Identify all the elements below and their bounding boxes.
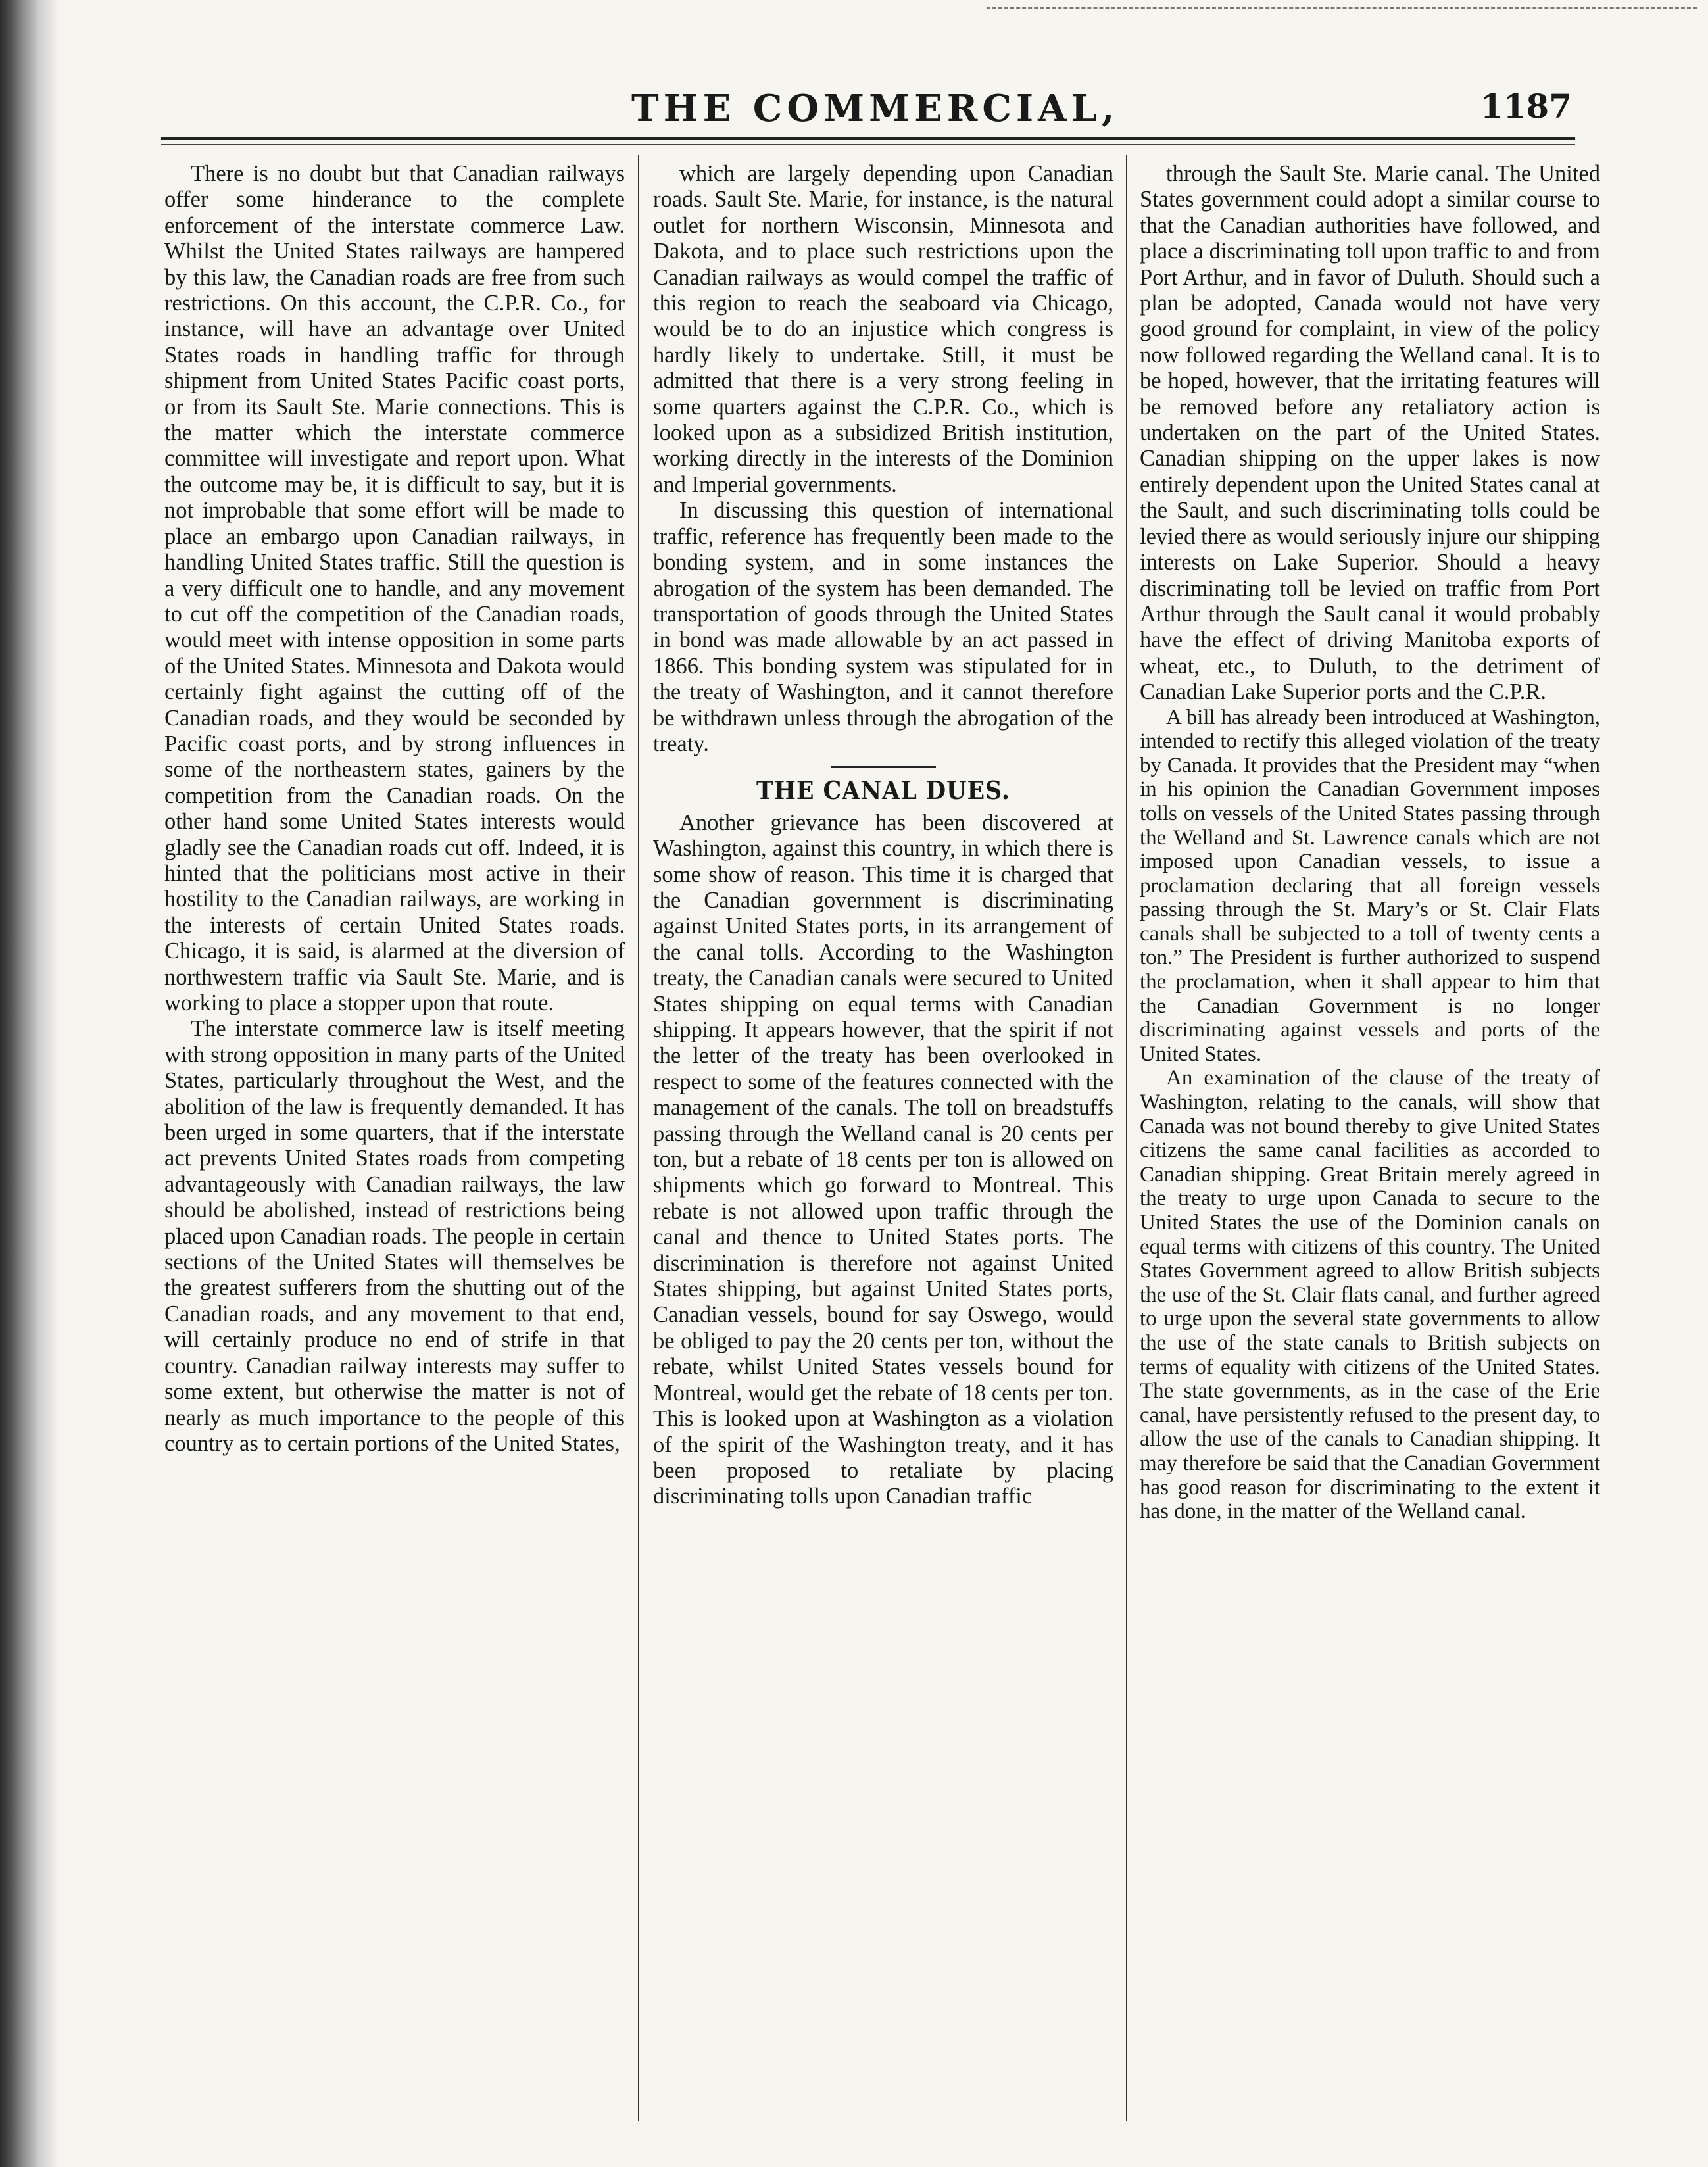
paragraph: The interstate commerce law is itself meeting with strong opposition in many parts of the United States, particularly throughout the West, and the abolition of the law is frequently demanded. It has been urged in some quarters, that if the interstate act prevents United States roads from competing advantageously with Canadian railways, the law should be abolished, instead of restrictions being placed upon Canadian roads. The people in certain sections of the United States will themselves be the greatest sufferers from the shutting out of the Canadian roads, and any movement to that end, will certainly produce no end of strife in that country. Canadian railway interests may suffer to some extent, but otherwise the matter is not of nearly as much importance to the people of this country as to certain portions of the United States, (164, 1016, 625, 1456)
column-2 (653, 161, 1113, 2141)
column-divider-1 (638, 155, 639, 2121)
compact-text-block (1140, 706, 1600, 1524)
paragraph: Another grievance has been discovered at Washington, against this country, in which there is some show of reason. This time it is charged that the Canadian government is discriminating against United States ports, in its arrangement of the canal tolls. According to the Washington treaty, the Canadian canals were secured to United States shipping on equal terms with Canadian shipping. It appears however, that the spirit if not the letter of the treaty has been overlooked in respect to some of the features connected with the management of the canals. The toll on breadstuffs passing through the Welland canal is 20 cents per ton, but a rebate of 18 cents per ton is allowed on shipments which go forward to Montreal. This rebate is not allowed upon traffic through the canal and thence to United States ports. The discrimination is therefore not against United States shipping, but against United States ports, Canadian vessels, bound for say Oswego, would be obliged to pay the 20 cents per ton, without the rebate, whilst United States vessels bound for Montreal, would get the rebate of 18 cents per ton. This is looked upon at Washington as a violation of the spirit of the Washington treaty, and it has been proposed to retaliate by placing discriminating tolls upon Canadian traffic (653, 810, 1113, 1509)
paragraph: through the Sault Ste. Marie canal. The United States government could adopt a similar course to that the Canadian authorities have followed, and place a discriminating toll upon traffic to and from Port Arthur, and in favor of Duluth. Should such a plan be adopted, Canada would not have very good ground for complaint, in view of the policy now followed regarding the Welland canal. It is to be hoped, however, that the irritating features will be removed before any retaliatory action is undertaken on the part of the United States. Canadian shipping on the upper lakes is now entirely dependent upon the United States canal at the Sault, and such discriminating tolls could be levied there as would seriously injure our shipping interests on Lake Superior. Should a heavy discriminating toll be levied on traffic from Port Arthur through the Sault canal it would probably have the effect of driving Manitoba exports of wheat, etc., to Duluth, to the detriment of Canadian Lake Superior ports and the C.P.R. (1140, 161, 1600, 705)
paragraph: A bill has already been introduced at Washington, intended to rectify this alleged violation of the treaty by Canada. It provides that the President may “when in his opinion the Canadian Government imposes tolls on vessels of the United States passing through the Welland and St. Lawrence canals which are not imposed upon Canadian vessels, to issue a proclamation declaring that all foreign vessels passing through the St. Mary’s or St. Clair Flats canals shall be subjected to a toll of twenty cents a ton.” The President is further authorized to suspend the proclamation, when it shall appear to him that the Canadian Government is no longer discriminating against vessels and ports of the United States. (1140, 705, 1600, 1066)
page-number: 1187 (1480, 87, 1572, 126)
page-binding-edge (0, 0, 59, 2167)
column-3 (1140, 161, 1600, 2141)
column-1 (164, 161, 625, 2141)
masthead-title: THE COMMERCIAL, (631, 87, 1119, 130)
section-heading-block (653, 766, 1113, 806)
paragraph: In discussing this question of international traffic, reference has frequently been made to the bonding system, and in some instances the abrogation of the system has been demanded. The transportation of goods through the United States in bond was made allowable by an act passed in 1866. This bonding system was stipulated for in the treaty of Washington, and it cannot therefore be withdrawn unless through the abrogation of the treaty. (653, 498, 1113, 756)
paragraph: There is no doubt but that Canadian railways offer some hinderance to the complete enforcement of the interstate commerce Law. Whilst the United States railways are hampered by this law, the Canadian roads are free from such restrictions. On this account, the C.P.R. Co., for instance, will have an advantage over United States roads in handling traffic for through shipment from United States Pacific coast ports, or from its Sault Ste. Marie connections. This is the matter which the interstate commerce committee will investigate and report upon. What the outcome may be, it is difficult to say, but it is not improbable that some effort will be made to place an embargo upon Canadian railways, in handling United States traffic. Still the question is a very difficult one to handle, and any movement to cut off the competition of the Canadian roads, would meet with intense opposition in some parts of the United States. Minnesota and Dakota would certainly fight against the cutting off of the Canadian roads, and they would be seconded by Pacific coast ports, and by strong influences in some of the northeastern states, gainers by the competition from the Canadian roads. On the other hand some United States interests would gladly see the Canadian roads cut off. Indeed, it is hinted that the politicians most active in their hostility to the Canadian railways, are working in the interests of certain United States roads. Chicago, it is said, is alarmed at the diversion of northwestern traffic via Sault Ste. Marie, and is working to place a stopper upon that route. (164, 161, 625, 1015)
masthead-rule (161, 137, 1575, 145)
paragraph: which are largely depending upon Canadian roads. Sault Ste. Marie, for instance, is the natural outlet for northern Wisconsin, Minnesota and Dakota, and to place such restrictions upon the Canadian railways as would compel the traffic of this region to reach the seaboard via Chicago, would be to do an injustice which congress is hardly likely to undertake. Still, it must be admitted that there is a very strong feeling in some quarters against the C.P.R. Co., which is looked upon as a subsidized British institution, working directly in the interests of the Dominion and Imperial governments. (653, 161, 1113, 497)
heading-rule (831, 766, 936, 768)
masthead (145, 84, 1572, 137)
column-divider-2 (1126, 155, 1127, 2121)
section-heading: THE CANAL DUES. (756, 775, 1011, 806)
top-edge-rule (987, 7, 1697, 9)
paragraph: An examination of the clause of the treaty of Washington, relating to the canals, will show that Canada was not bound thereby to give United States citizens the same canal facilities as accorded to Canadian shipping. Great Britain merely agreed in the treaty to urge upon Canada to secure to the United States the use of the Dominion canals on equal terms with citizens of this country. The United States Government agreed to allow British subjects the use of the St. Clair flats canal, and further agreed to urge upon the several state governments to allow the use of the state canals to British subjects on terms of equality with citizens of the United States. The state governments, as in the case of the Erie canal, have persistently refused to the present day, to allow the use of the canals to Canadian shipping. It may therefore be said that the Canadian Government has good reason for discriminating to the extent it has done, in the matter of the Welland canal. (1140, 1066, 1600, 1524)
